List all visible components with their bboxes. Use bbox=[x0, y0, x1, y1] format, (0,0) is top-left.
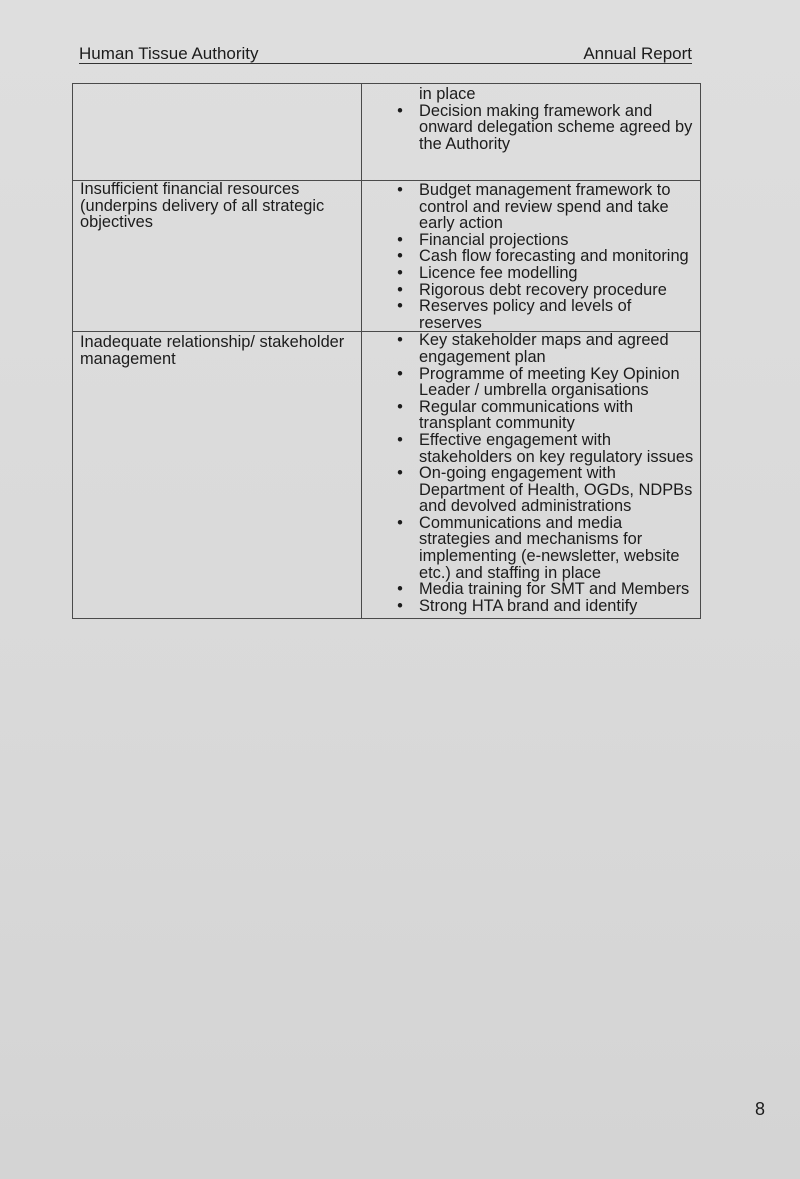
control-text: Reserves policy and levels of reserves bbox=[419, 297, 632, 332]
list-item bbox=[362, 232, 694, 249]
list-item bbox=[362, 515, 694, 581]
control-text: On-going engagement with Department of Health, OGDs, NDPBs and devolved administrations bbox=[419, 464, 693, 516]
list-item bbox=[362, 248, 694, 265]
bullet-icon: • bbox=[397, 280, 403, 299]
control-text: Decision making framework and onward delegation scheme agreed by the Authority bbox=[419, 101, 693, 153]
control-text: Licence fee modelling bbox=[419, 263, 578, 282]
bullet-icon: • bbox=[397, 331, 403, 350]
risk-cell bbox=[73, 332, 362, 619]
bullet-icon: • bbox=[397, 596, 403, 615]
control-text: Rigorous debt recovery procedure bbox=[419, 280, 667, 299]
list-item bbox=[362, 332, 694, 365]
bullet-icon: • bbox=[397, 430, 403, 449]
control-text: Financial projections bbox=[419, 230, 569, 249]
bullet-icon: • bbox=[397, 181, 403, 199]
control-text: Communications and media strategies and mechanisms for implementing (e-newsletter, website etc.) and staffing in place bbox=[419, 513, 680, 582]
list-item bbox=[362, 103, 694, 153]
bullet-icon: • bbox=[397, 230, 403, 249]
list-item bbox=[362, 399, 694, 432]
list-item bbox=[362, 598, 694, 615]
bullet-icon: • bbox=[397, 580, 403, 599]
controls-continuation: in place bbox=[419, 85, 476, 103]
bullet-icon: • bbox=[397, 464, 403, 483]
control-text: Budget management framework to control and review spend and take early action bbox=[419, 181, 671, 233]
controls-cell bbox=[362, 84, 701, 181]
control-text: Regular communications with transplant community bbox=[419, 397, 634, 433]
risk-cell bbox=[73, 181, 362, 332]
list-item bbox=[362, 465, 694, 515]
header-organisation: Human Tissue Authority bbox=[79, 44, 259, 63]
controls-list bbox=[362, 182, 700, 331]
bullet-icon: • bbox=[397, 101, 403, 120]
table-row bbox=[73, 84, 701, 181]
risk-controls-table bbox=[72, 83, 701, 619]
bullet-icon: • bbox=[397, 364, 403, 383]
list-item bbox=[362, 265, 694, 282]
controls-list bbox=[362, 103, 700, 153]
list-item bbox=[362, 581, 694, 598]
page-number: 8 bbox=[755, 1099, 766, 1119]
bullet-icon: • bbox=[397, 513, 403, 532]
header-rule bbox=[79, 63, 692, 64]
controls-cell bbox=[362, 332, 701, 619]
control-text: Programme of meeting Key Opinion Leader / umbrella organisations bbox=[419, 364, 680, 400]
list-item bbox=[362, 432, 694, 465]
control-text: Key stakeholder maps and agreed engagement plan bbox=[419, 331, 669, 366]
bullet-icon: • bbox=[397, 397, 403, 416]
control-text: Media training for SMT and Members bbox=[419, 580, 690, 599]
control-text: Cash flow forecasting and monitoring bbox=[419, 247, 689, 266]
controls-cell bbox=[362, 181, 701, 332]
bullet-icon: • bbox=[397, 263, 403, 282]
list-item bbox=[362, 182, 694, 232]
table-row bbox=[73, 332, 701, 619]
list-item bbox=[362, 366, 694, 399]
list-item bbox=[362, 282, 694, 299]
controls-list bbox=[362, 332, 700, 614]
control-text: Effective engagement with stakeholders on key regulatory issues bbox=[419, 430, 694, 466]
list-item bbox=[362, 298, 694, 331]
bullet-icon: • bbox=[397, 297, 403, 316]
control-text: Strong HTA brand and identify bbox=[419, 596, 638, 615]
header-report-title: Annual Report bbox=[583, 44, 692, 63]
risk-description: Inadequate relationship/ stakeholder management bbox=[80, 333, 345, 368]
risk-cell bbox=[73, 84, 362, 181]
bullet-icon: • bbox=[397, 247, 403, 266]
table-row bbox=[73, 181, 701, 332]
risk-description: Insufficient financial resources (underpins delivery of all strategic objectives bbox=[80, 180, 325, 232]
